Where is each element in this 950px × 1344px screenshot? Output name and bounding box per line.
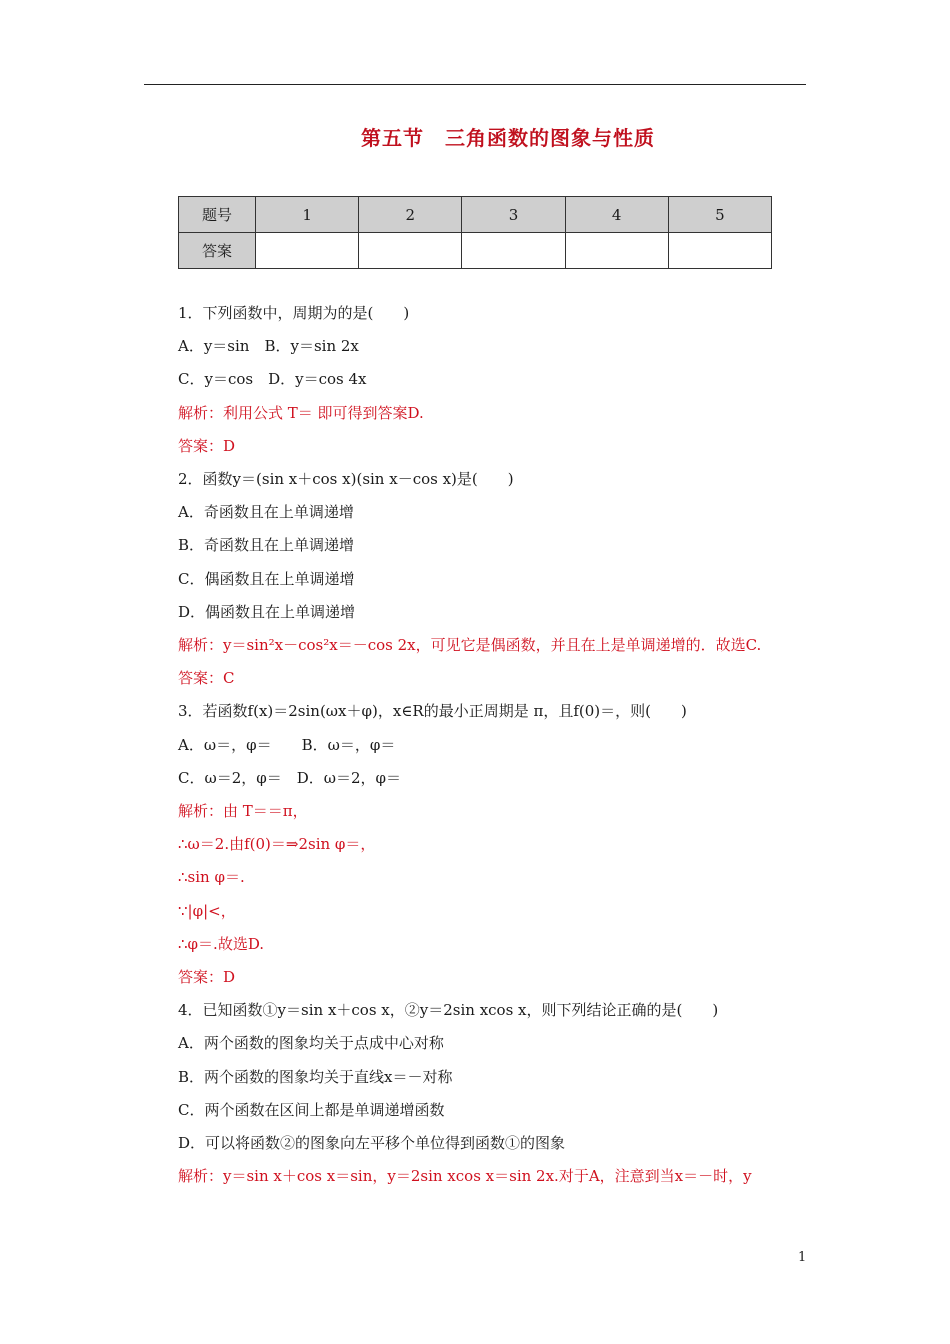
question-line: A．奇函数且在上单调递增 <box>178 503 354 522</box>
question-line: D．可以将函数②的图象向左平移个单位得到函数①的图象 <box>178 1134 566 1152</box>
answer-table-answer-row <box>179 233 772 269</box>
question-line: C．y＝cos D．y＝cos 4x <box>178 370 367 389</box>
solution-line: ∴sin φ＝. <box>178 868 245 887</box>
answer-cell <box>462 233 565 269</box>
answer-cell <box>256 233 359 269</box>
answer-table <box>178 196 772 269</box>
question-line: C．偶函数且在上单调递增 <box>178 569 355 588</box>
solution-line: 解析：由 T＝＝π， <box>178 802 308 820</box>
question-line: 2．函数y＝(sin x＋cos x)(sin x－cos x)是( ) <box>178 470 514 488</box>
solution-line: 答案：D <box>178 436 236 455</box>
question-line: B．两个函数的图象均关于直线x＝－对称 <box>178 1067 453 1086</box>
question-line: 3．若函数f(x)＝2sin(ωx＋φ)，x∈R的最小正周期是 π，且f(0)＝，则( ) <box>178 702 687 721</box>
question-line: 1．下列函数中，周期为的是( ) <box>178 304 410 322</box>
header-label-cell: 题号 <box>179 197 256 233</box>
solution-line: 答案：C <box>178 669 235 688</box>
question-line: C．ω＝2，φ＝ D．ω＝2，φ＝ <box>178 768 402 787</box>
answer-label-cell: 答案 <box>179 233 256 269</box>
question-number-cell: 4 <box>565 197 668 233</box>
top-rule <box>144 84 806 85</box>
question-line: A．y＝sin B．y＝sin 2x <box>178 337 359 356</box>
solution-line: 解析：y＝sin x＋cos x＝sin，y＝2sin xcos x＝sin 2x.对于A，注意到当x＝－时，y <box>178 1167 752 1186</box>
question-line: 4．已知函数①y＝sin x＋cos x，②y＝2sin xcos x，则下列结论正确的是( ) <box>178 1001 719 1020</box>
question-line: A．两个函数的图象均关于点成中心对称 <box>178 1034 444 1053</box>
question-line: C．两个函数在区间上都是单调递增函数 <box>178 1100 445 1119</box>
question-line: B．奇函数且在上单调递增 <box>178 536 355 555</box>
question-number-cell: 2 <box>359 197 462 233</box>
question-line: A．ω＝，φ＝ B．ω＝，φ＝ <box>178 735 396 754</box>
solution-line: ∵|φ|<， <box>178 901 236 920</box>
question-line: D．偶函数且在上单调递增 <box>178 602 356 621</box>
answer-cell <box>668 233 771 269</box>
solution-line: 解析：y＝sin²x－cos²x＝－cos 2x，可见它是偶函数，并且在上是单调递增的．故选C. <box>178 636 762 654</box>
solution-line: ∴φ＝.故选D. <box>178 934 265 953</box>
solution-line: 解析：利用公式 T＝ 即可得到答案D. <box>178 403 424 422</box>
answer-cell <box>359 233 462 269</box>
question-number-cell: 1 <box>256 197 359 233</box>
answer-cell <box>565 233 668 269</box>
solution-line: 答案：D <box>178 968 236 986</box>
question-number-cell: 3 <box>462 197 565 233</box>
question-number-cell: 5 <box>668 197 771 233</box>
page-title: 第五节 三角函数的图象与性质 <box>361 126 655 150</box>
answer-table-header-row <box>179 197 772 233</box>
page-number: 1 <box>798 1250 807 1265</box>
solution-line: ∴ω＝2.由f(0)＝⇒2sin φ＝， <box>178 835 376 854</box>
